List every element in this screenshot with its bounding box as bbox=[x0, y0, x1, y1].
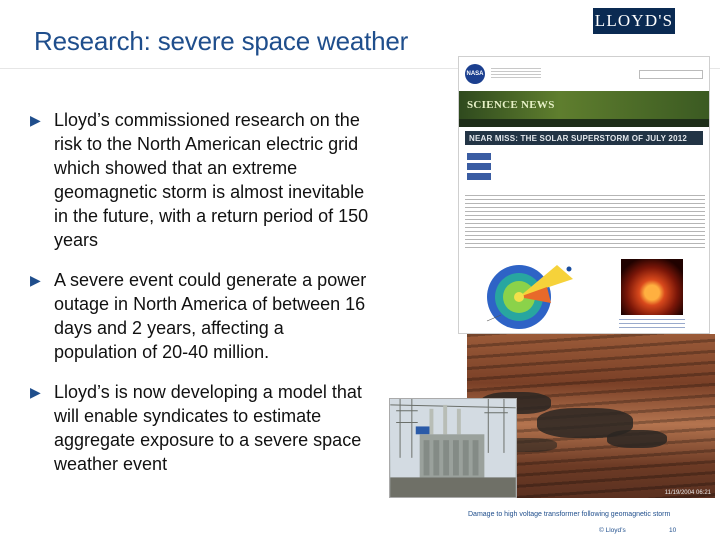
sun-coronagraph-image bbox=[621, 259, 683, 315]
search-box bbox=[639, 70, 703, 79]
solar-ejecta-diagram bbox=[477, 257, 587, 333]
nasa-logo: NASA bbox=[465, 64, 485, 84]
article-text-lines bbox=[465, 195, 705, 251]
header-text-lines bbox=[491, 68, 541, 80]
footer-copyright: © Lloyd’s bbox=[599, 527, 626, 534]
triangle-right-icon: ▶ bbox=[30, 384, 41, 400]
page-number: 10 bbox=[669, 527, 677, 534]
image-caption: Damage to high voltage transformer following geomagnetic storm bbox=[468, 511, 671, 518]
bullet-text: Lloyd’s is now developing a model that will enable syndicates to estimate aggregate exposure to a severe space weather event bbox=[54, 382, 362, 474]
triangle-right-icon: ▶ bbox=[30, 272, 41, 288]
bullet-item bbox=[30, 268, 370, 364]
bullet-item bbox=[30, 108, 370, 252]
bullet-text: A severe event could generate a power outage in North America of between 16 days and 2 years, affecting a population of 20-40 million. bbox=[54, 270, 367, 362]
nasa-header bbox=[459, 57, 709, 91]
slide-title: Research: severe space weather bbox=[34, 26, 409, 56]
science-news-banner: SCIENCE NEWS bbox=[459, 91, 709, 119]
share-buttons bbox=[467, 153, 505, 183]
triangle-right-icon: ▶ bbox=[30, 112, 41, 128]
substation-transformer-photo bbox=[389, 398, 517, 498]
diagram-caption-lines bbox=[619, 319, 685, 331]
nasa-webpage-screenshot bbox=[458, 56, 710, 334]
bullet-item bbox=[30, 380, 370, 476]
photo-timestamp: 11/19/2004 06:21 bbox=[664, 490, 711, 496]
bullet-list bbox=[30, 108, 370, 492]
bullet-text: Lloyd’s commissioned research on the risk to the North American electric grid which showed that an extreme geomagnetic storm is almost inevitable in the future, with a return period of 150 years bbox=[54, 110, 369, 250]
lloyds-logo: LLOYD'S bbox=[593, 8, 675, 34]
nav-strip bbox=[459, 119, 709, 127]
article-headline: NEAR MISS: THE SOLAR SUPERSTORM OF JULY 2012 bbox=[465, 131, 703, 145]
